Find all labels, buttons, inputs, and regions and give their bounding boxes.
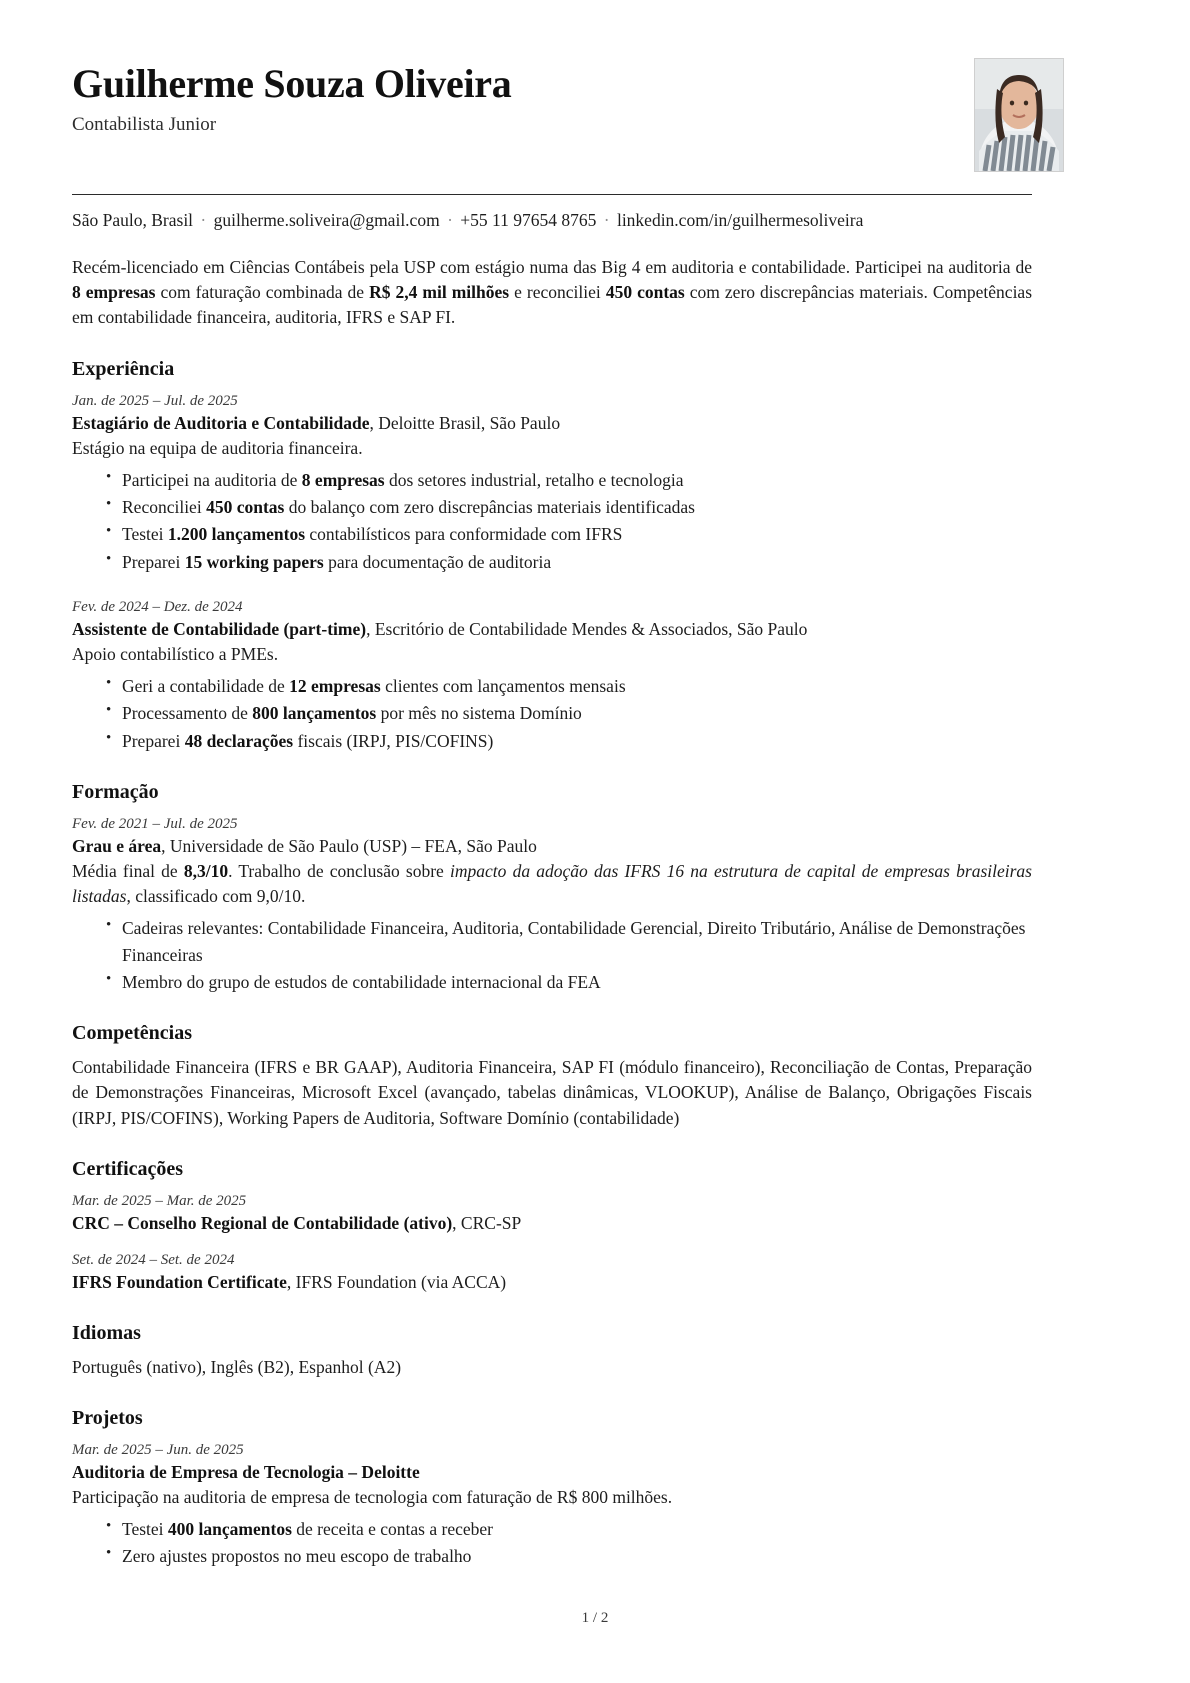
languages-paragraph: Português (nativo), Inglês (B2), Espanhol (A2) [72,1356,402,1377]
bullet-text: Testei [122,1519,168,1540]
certification-entry [72,1191,1032,1236]
bullet-bold: 800 lançamentos [252,703,377,724]
desc-bold: 8,3/10 [183,860,229,881]
summary-text-2: com faturação combinada de [155,282,370,302]
list-item [106,494,1032,520]
section-title-experience: Experiência [72,357,175,380]
section-projects [72,1406,1032,1570]
entry-date: Mar. de 2025 – Mar. de 2025 [72,1193,247,1210]
bullet-bold: 1.200 lançamentos [167,524,305,545]
list-item [106,915,1032,968]
entry-bullet-list [72,673,1032,754]
resume-content [72,62,1032,1571]
entry-description: Estágio na equipa de auditoria financeira. [72,437,363,458]
bullet-text: Preparei [122,551,185,572]
desc-text: Média final de [72,860,184,881]
section-languages [72,1321,1032,1380]
bullet-text-tail: dos setores industrial, retalho e tecnologia [384,469,684,490]
certification-entry [72,1250,1032,1295]
desc-text-tail: , classificado com 9,0/10. [126,885,306,906]
contact-separator: · [200,210,207,230]
experience-entry [72,597,1032,754]
bullet-text-tail: por mês no sistema Domínio [376,703,582,724]
bullet-text-tail: fiscais (IRPJ, PIS/COFINS) [293,730,494,751]
entry-title [72,1270,1032,1295]
list-item [106,700,1032,726]
project-name: Auditoria de Empresa de Tecnologia – Deloitte [72,1462,420,1483]
section-skills [72,1021,1032,1131]
list-item [106,467,1032,493]
contact-location: São Paulo, Brasil [72,210,194,230]
resume-header [72,62,1032,172]
certification-issuer: , IFRS Foundation (via ACCA) [286,1272,507,1293]
headline: Contabilista Junior [72,114,217,135]
section-title-certifications: Certificações [72,1158,184,1181]
bullet-text: Cadeiras relevantes: Contabilidade Financeira, Auditoria, Contabilidade Gerencial, Direito Tributário, Análise de Demonstrações Financeiras [122,918,1026,965]
summary-bold-3: 450 contas [605,282,685,302]
entry-institution: , Universidade de São Paulo (USP) – FEA, São Paulo [161,836,537,856]
bullet-bold: 8 empresas [301,469,385,490]
summary-bold-2: R$ 2,4 mil milhões [369,282,510,302]
certification-name: CRC – Conselho Regional de Contabilidade (ativo) [72,1213,453,1234]
section-certifications [72,1157,1032,1295]
entry-date: Fev. de 2024 – Dez. de 2024 [72,598,243,615]
contact-separator: · [603,210,610,230]
header-divider [72,194,1032,195]
certification-issuer: , CRC-SP [452,1213,522,1234]
education-entry [72,814,1032,995]
contact-email[interactable]: guilherme.soliveira@gmail.com [213,210,440,230]
bullet-text: Geri a contabilidade de [122,676,290,696]
section-title-skills: Competências [72,1022,192,1044]
entry-bullet-list [72,1516,1032,1570]
bullet-text: Reconciliei [122,497,207,518]
entry-title [72,1460,1032,1485]
profile-photo-icon [975,59,1063,171]
avatar [974,58,1064,172]
summary-text-3: e reconciliei [509,282,606,302]
entry-title [72,834,1032,859]
entry-company: , Deloitte Brasil, São Paulo [369,413,561,433]
summary-text-1: Recém-licenciado em Ciências Contábeis pela USP com estágio numa das Big 4 em auditoria e contabilidade. Participei na auditoria de [72,256,1032,277]
summary-bold-1: 8 empresas [72,282,156,302]
entry-bullet-list [72,467,1032,575]
desc-text-mid: . Trabalho de conclusão sobre [228,860,451,881]
contact-phone[interactable]: +55 11 97654 8765 [460,210,597,230]
bullet-text: Testei [122,524,168,545]
list-item [106,673,1032,699]
entry-role: Estagiário de Auditoria e Contabilidade [72,413,370,433]
entry-date: Fev. de 2021 – Jul. de 2025 [72,815,238,832]
contact-separator: · [447,210,453,230]
bullet-bold: 48 declarações [184,730,294,751]
entry-title [72,617,1032,642]
bullet-bold: 450 contas [206,497,285,518]
entry-description: Participação na auditoria de empresa de tecnologia com faturação de R$ 800 milhões. [72,1486,673,1507]
project-entry [72,1440,1032,1570]
bullet-text: Preparei [122,730,185,751]
summary-text-4: com zero discrepâncias materiais. Competências em contabilidade financeira, auditoria, IFRS e SAP FI. [72,282,1033,328]
contact-linkedin[interactable]: linkedin.com/in/guilhermesoliveira [616,210,864,230]
section-experience [72,357,1032,754]
list-item [106,728,1032,754]
section-title-languages: Idiomas [72,1321,141,1344]
bullet-text-tail: contabilísticos para conformidade com IFRS [305,524,623,545]
experience-entry [72,391,1032,575]
bullet-text: Participei na auditoria de [122,469,302,490]
entry-title [72,411,1032,436]
bullet-text-tail: clientes com lançamentos mensais [380,676,626,696]
list-item [106,549,1032,575]
section-education [72,780,1032,995]
entry-company: , Escritório de Contabilidade Mendes & Associados, São Paulo [366,619,808,640]
list-item [106,969,1032,995]
certification-name: IFRS Foundation Certificate [72,1272,287,1293]
entry-description: Apoio contabilístico a PMEs. [72,643,279,664]
bullet-text-tail: para documentação de auditoria [323,551,552,572]
bullet-text: Membro do grupo de estudos de contabilidade internacional da FEA [122,971,601,992]
page-footer [0,1610,1190,1627]
entry-date: Set. de 2024 – Set. de 2024 [72,1251,235,1268]
bullet-text-tail: do balanço com zero discrepâncias materiais identificadas [284,497,695,518]
section-title-projects: Projetos [72,1407,143,1429]
bullet-bold: 400 lançamentos [167,1519,292,1540]
bullet-text: Zero ajustes propostos no meu escopo de trabalho [122,1546,472,1567]
bullet-text: Processamento de [122,703,253,724]
contact-line [72,209,1032,233]
section-title-education: Formação [72,780,159,803]
list-item [106,521,1032,547]
entry-title [72,1211,1032,1236]
entry-description [72,859,1032,910]
desc-italic: impacto da adoção das IFRS 16 na estrutura de capital de empresas brasileiras listadas [72,860,1032,906]
bullet-bold: 12 empresas [289,676,381,696]
page-title: Guilherme Souza Oliveira [72,61,512,106]
entry-role: Assistente de Contabilidade (part-time) [72,619,367,640]
bullet-text-tail: de receita e contas a receber [291,1519,493,1540]
entry-date: Jan. de 2025 – Jul. de 2025 [72,392,238,409]
list-item [106,1543,1032,1569]
bullet-bold: 15 working papers [184,551,324,572]
entry-date: Mar. de 2025 – Jun. de 2025 [72,1442,244,1458]
skills-paragraph: Contabilidade Financeira (IFRS e BR GAAP), Auditoria Financeira, SAP FI (módulo financeiro), Reconciliação de Contas, Preparação de Demonstrações Financeiras, Microsoft Excel (avançado, tabelas dinâmicas, VLOOKUP), Análise de Balanço, Obrigações Fiscais (IRPJ, PIS/COFINS), Working Papers de Auditoria, Software Domínio (contabilidade) [72,1057,1032,1128]
entry-bullet-list [72,915,1032,995]
summary-paragraph [72,255,1032,331]
page-number: 1 / 2 [581,1610,609,1626]
list-item [106,1516,1032,1542]
entry-degree: Grau e área [72,836,162,856]
